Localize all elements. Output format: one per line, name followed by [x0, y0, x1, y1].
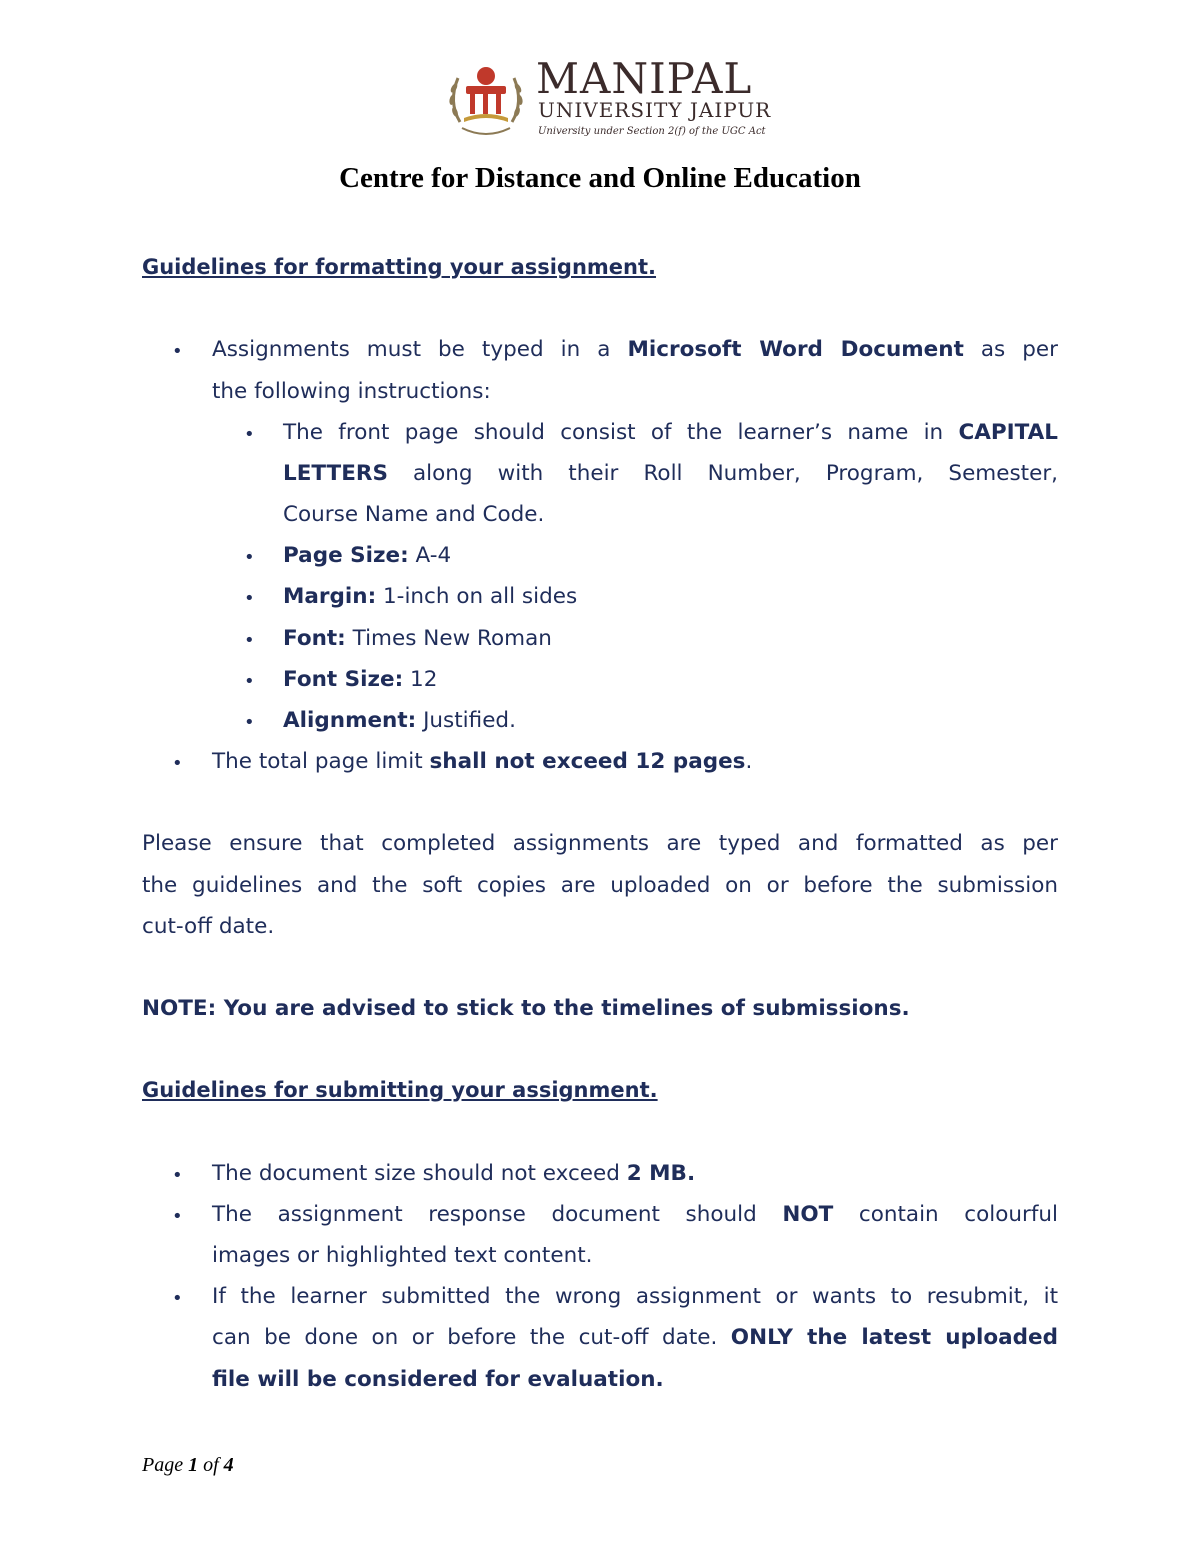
- logo-name: MANIPAL: [536, 54, 753, 103]
- intro-line-1: Assignments must be typed in a Microsoft Word Document as per: [212, 337, 1058, 362]
- centre-title: Centre for Distance and Online Education: [339, 162, 861, 194]
- resubmit-line-1: If the learner submitted the wrong assignment or wants to resubmit, it: [212, 1284, 1058, 1309]
- size-line: The document size should not exceed 2 MB.: [212, 1161, 696, 1186]
- ensure-line-3: cut-off date.: [142, 914, 275, 939]
- front-page-line-3: Course Name and Code.: [283, 502, 545, 527]
- page-number: Page 1 of 4: [142, 1454, 234, 1476]
- colour-line-2: images or highlighted text content.: [212, 1243, 593, 1268]
- bullet-icon: •: [244, 547, 255, 568]
- bullet-icon: •: [172, 1206, 183, 1227]
- spec-alignment: Alignment: Justified.: [283, 708, 516, 733]
- resubmit-line-2: can be done on or before the cut-off date. ONLY the latest uploaded: [212, 1325, 1058, 1350]
- spec-margin: Margin: 1-inch on all sides: [283, 584, 578, 609]
- spec-font: Font: Times New Roman: [283, 626, 552, 651]
- bullet-icon: •: [172, 1288, 183, 1309]
- bullet-icon: •: [172, 753, 183, 774]
- note-text: NOTE: You are advised to stick to the timelines of submissions.: [142, 996, 910, 1021]
- spec-font-size: Font Size: 12: [283, 667, 438, 692]
- ensure-line-1: Please ensure that completed assignments are typed and formatted as per: [142, 831, 1058, 856]
- logo-subtitle: UNIVERSITY JAIPUR: [538, 98, 772, 122]
- spec-page-size: Page Size: A-4: [283, 543, 452, 568]
- resubmit-line-3: file will be considered for evaluation.: [212, 1367, 664, 1392]
- ensure-line-2: the guidelines and the soft copies are uploaded on or before the submission: [142, 873, 1058, 898]
- front-page-line-1: The front page should consist of the learner’s name in CAPITAL: [283, 420, 1058, 445]
- bullet-icon: •: [244, 630, 255, 651]
- front-page-line-2: LETTERS along with their Roll Number, Program, Semester,: [283, 461, 1058, 486]
- bullet-icon: •: [244, 671, 255, 692]
- bullet-icon: •: [244, 588, 255, 609]
- intro-line-2: the following instructions:: [212, 379, 491, 404]
- logo-tagline: University under Section 2(f) of the UGC Act: [538, 126, 766, 137]
- bullet-icon: •: [172, 1165, 183, 1186]
- bullet-icon: •: [244, 424, 255, 445]
- bullet-icon: •: [172, 341, 183, 362]
- page-limit-line: The total page limit shall not exceed 12 pages.: [212, 749, 753, 774]
- formatting-heading: Guidelines for formatting your assignment.: [142, 255, 657, 279]
- colour-line-1: The assignment response document should NOT contain colourful: [212, 1202, 1058, 1227]
- university-logo: [444, 54, 774, 142]
- bullet-icon: •: [244, 712, 255, 733]
- submitting-heading: Guidelines for submitting your assignment.: [142, 1078, 658, 1102]
- university-seal-icon: [444, 58, 528, 142]
